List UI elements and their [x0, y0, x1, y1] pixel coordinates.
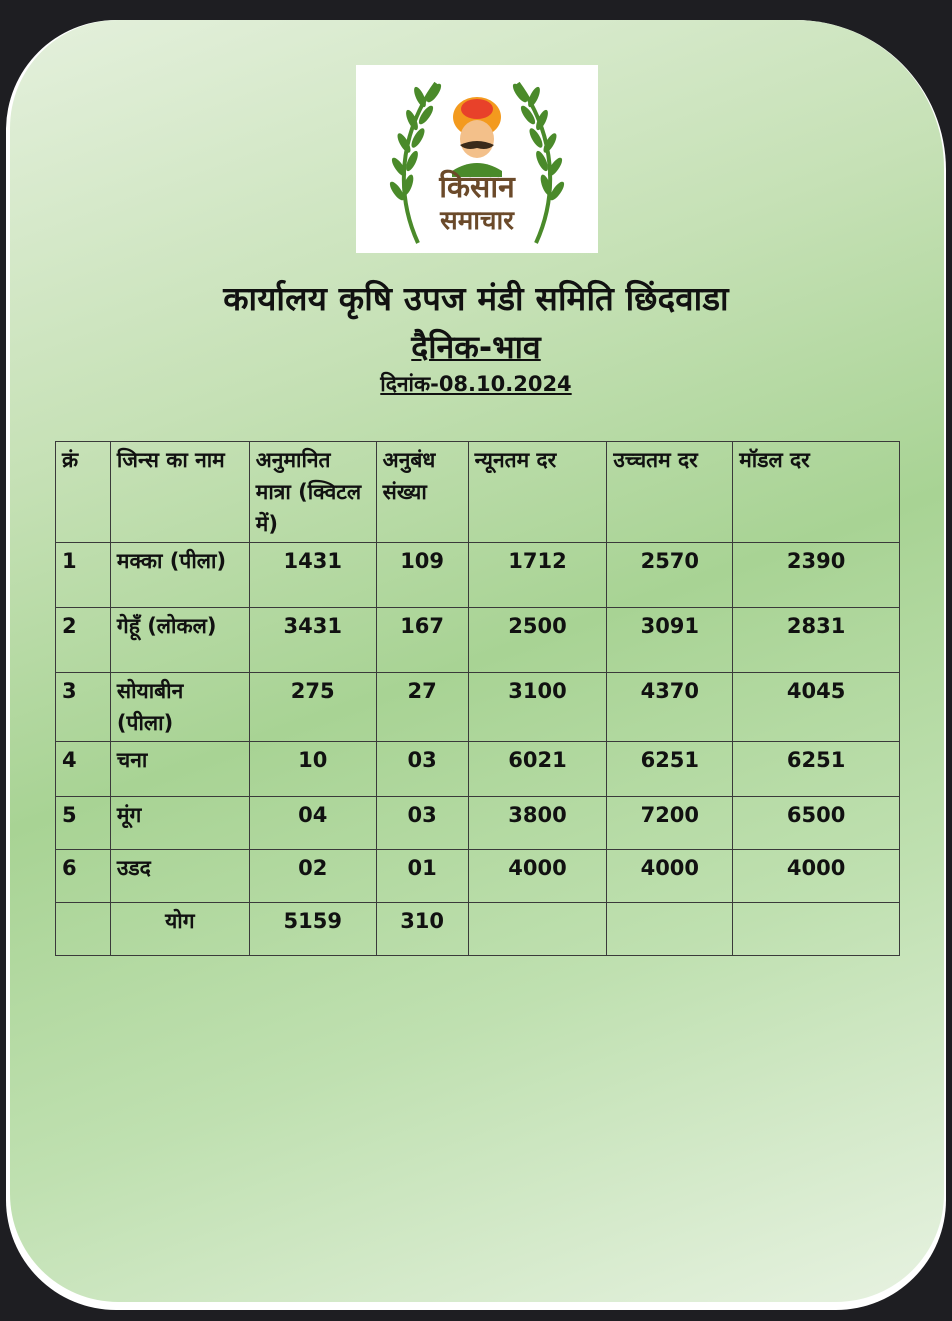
total-min-empty: [468, 903, 607, 956]
row-modal-rate: 4000: [733, 850, 900, 903]
row-contracts: 109: [376, 543, 468, 608]
header-min-rate: न्यूनतम दर: [468, 442, 607, 543]
row-contracts: 167: [376, 608, 468, 673]
row-modal-rate: 2831: [733, 608, 900, 673]
svg-text:किसान: किसान: [439, 170, 515, 205]
row-sn: 1: [56, 543, 111, 608]
row-contracts: 03: [376, 797, 468, 850]
row-modal-rate: 4045: [733, 673, 900, 742]
bottom-navigation-bar: [0, 1310, 952, 1321]
row-min-rate: 4000: [468, 850, 607, 903]
row-max-rate: 6251: [607, 742, 733, 797]
row-quantity: 3431: [249, 608, 376, 673]
date-text: दिनांक-08.10.2024: [380, 372, 572, 396]
table-row: [56, 673, 900, 742]
header-max-rate: उच्चतम दर: [607, 442, 733, 543]
row-modal-rate: 6251: [733, 742, 900, 797]
row-max-rate: 3091: [607, 608, 733, 673]
wheat-farmer-logo-icon: [356, 65, 598, 253]
row-quantity: 275: [249, 673, 376, 742]
row-commodity: मक्का (पीला): [110, 543, 249, 608]
total-max-empty: [607, 903, 733, 956]
row-sn: 2: [56, 608, 111, 673]
row-sn: 4: [56, 742, 111, 797]
row-max-rate: 7200: [607, 797, 733, 850]
row-min-rate: 2500: [468, 608, 607, 673]
row-max-rate: 4000: [607, 850, 733, 903]
row-commodity: चना: [110, 742, 249, 797]
row-commodity: गेहूँ (लोकल): [110, 608, 249, 673]
mandi-rates-table: [55, 441, 900, 956]
table-row: [56, 543, 900, 608]
page-heading: [6, 325, 946, 368]
total-label: योग: [110, 903, 249, 956]
notice-card: [6, 20, 946, 1310]
header-modal-rate: मॉडल दर: [733, 442, 900, 543]
total-sn-empty: [56, 903, 111, 956]
row-sn: 5: [56, 797, 111, 850]
row-quantity: 10: [249, 742, 376, 797]
office-title: कार्यालय कृषि उपज मंडी समिति छिंदवाडा: [223, 279, 729, 318]
row-commodity: मूंग: [110, 797, 249, 850]
header-contracts: अनुबंध संख्या: [376, 442, 468, 543]
total-quantity: 5159: [249, 903, 376, 956]
row-min-rate: 3800: [468, 797, 607, 850]
row-max-rate: 4370: [607, 673, 733, 742]
svg-text:समाचार: समाचार: [440, 206, 514, 236]
table-row: [56, 797, 900, 850]
header-commodity: जिन्स का नाम: [110, 442, 249, 543]
row-contracts: 01: [376, 850, 468, 903]
row-quantity: 1431: [249, 543, 376, 608]
header-sn: क्रं: [56, 442, 111, 543]
table-header-row: [56, 442, 900, 543]
table-row: [56, 608, 900, 673]
top-status-bar: [0, 0, 952, 20]
row-sn: 3: [56, 673, 111, 742]
table-row: [56, 742, 900, 797]
row-min-rate: 3100: [468, 673, 607, 742]
kisan-samachar-logo: [356, 65, 598, 253]
row-contracts: 03: [376, 742, 468, 797]
page-heading-text: दैनिक-भाव: [411, 328, 541, 366]
header-quantity: अनुमानित मात्रा (क्विटल में): [249, 442, 376, 543]
row-quantity: 02: [249, 850, 376, 903]
row-contracts: 27: [376, 673, 468, 742]
row-commodity: सोयाबीन (पीला): [110, 673, 249, 742]
row-modal-rate: 6500: [733, 797, 900, 850]
row-min-rate: 1712: [468, 543, 607, 608]
total-contracts: 310: [376, 903, 468, 956]
row-quantity: 04: [249, 797, 376, 850]
row-sn: 6: [56, 850, 111, 903]
row-modal-rate: 2390: [733, 543, 900, 608]
table-total-row: [56, 903, 900, 956]
table-row: [56, 850, 900, 903]
date-label: [6, 370, 946, 398]
row-commodity: उडद: [110, 850, 249, 903]
row-min-rate: 6021: [468, 742, 607, 797]
total-modal-empty: [733, 903, 900, 956]
row-max-rate: 2570: [607, 543, 733, 608]
